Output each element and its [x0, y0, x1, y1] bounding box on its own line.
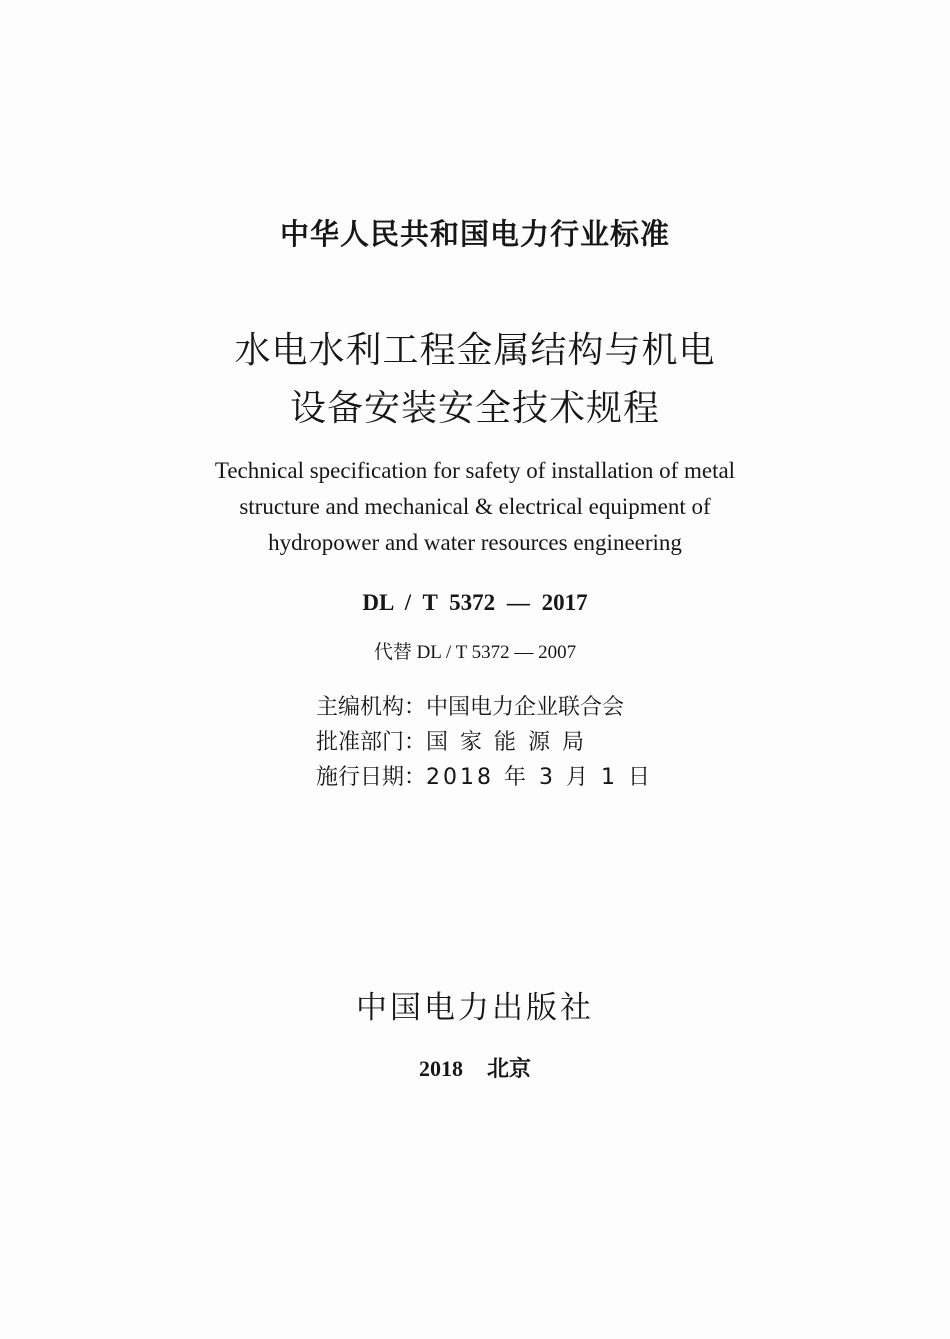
approver-row: [316, 725, 653, 760]
effective-date-label: 施行日期：: [316, 765, 427, 790]
standard-category: 中华人民共和国电力行业标准: [279, 217, 670, 251]
approver-label: 批准部门：: [316, 730, 427, 755]
editor-value: 中国电力企业联合会: [426, 695, 625, 720]
title-en-line-2: structure and mechanical & electrical equipment of: [239, 494, 711, 519]
editor-row: [316, 690, 653, 725]
publication-city: 北京: [486, 1056, 531, 1081]
approver-value: 国家能源局: [426, 730, 597, 755]
title-en-line-3: hydropower and water resources engineering: [268, 530, 682, 555]
title-cn-line-1: 水电水利工程金属结构与机电: [234, 330, 716, 371]
effective-date-value: 2018 年 3 月 1 日: [426, 765, 653, 790]
effective-date-row: [316, 760, 653, 795]
standard-number: DL / T 5372 — 2017: [362, 590, 588, 615]
title-en-line-1: Technical specification for safety of installation of metal: [214, 458, 736, 483]
title-cn-line-2: 设备安装安全技术规程: [289, 388, 660, 429]
publisher: 中国电力出版社: [356, 990, 594, 1026]
standard-metadata: [316, 690, 653, 795]
publication-place: [0, 1052, 950, 1083]
publication-year: 2018: [418, 1056, 463, 1081]
replaces-standard: 代替 DL / T 5372 — 2007: [373, 642, 577, 663]
editor-label: 主编机构：: [316, 695, 427, 720]
